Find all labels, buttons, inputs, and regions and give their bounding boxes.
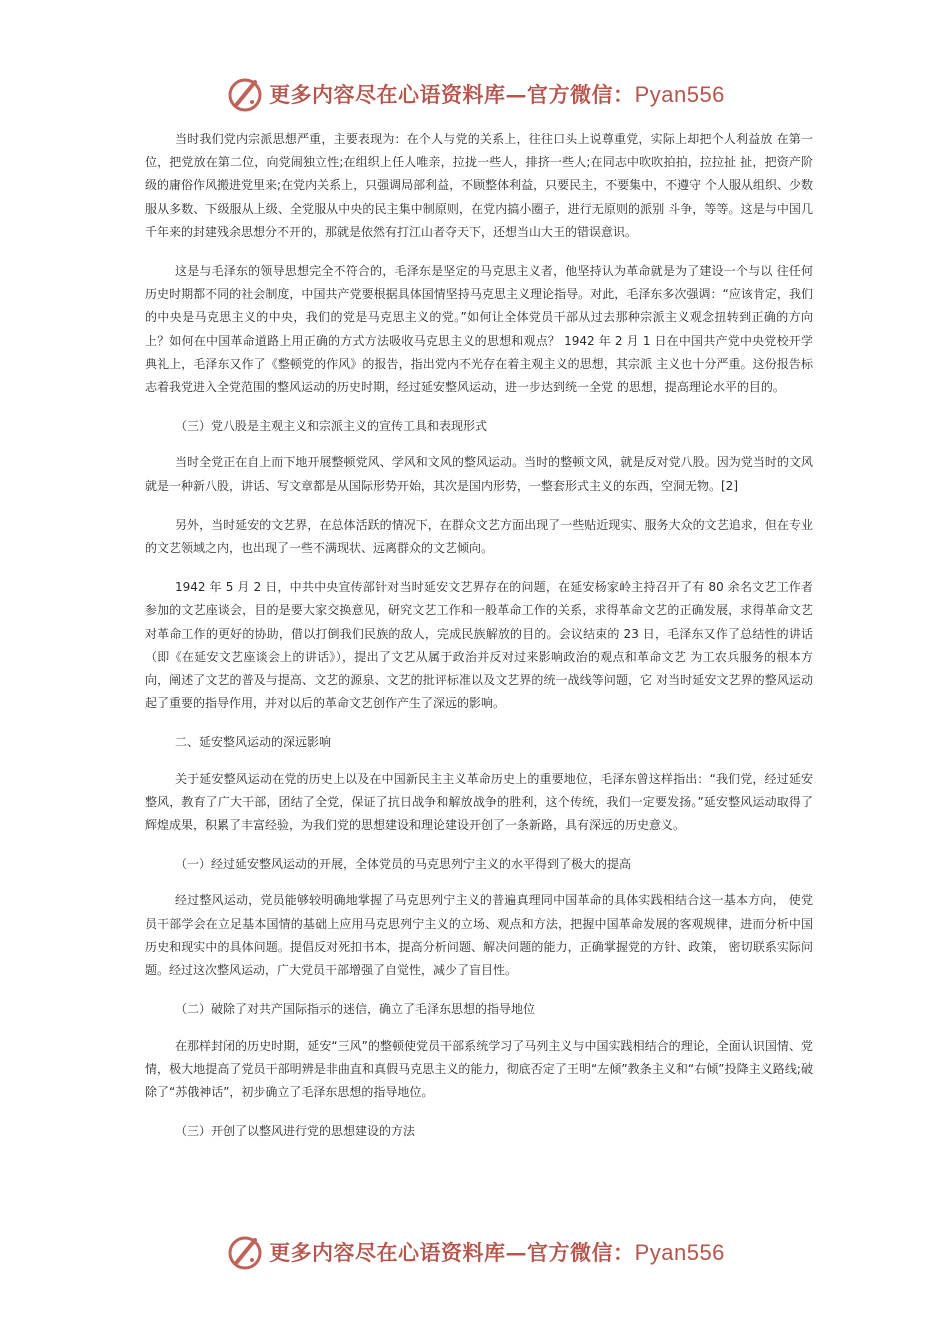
banner-slogan: 更多内容尽在心语资料库—官方微信： xyxy=(269,82,635,107)
header-banner xyxy=(0,74,950,114)
banner-slogan: 更多内容尽在心语资料库—官方微信： xyxy=(269,1240,635,1265)
paragraph: 当时全党正在自上而下地开展整顿党风、学风和文风的整风运动。当时的整顿文风，就是反对党八股。因为党当时的文风就是一种新八股，讲话、写文章都是从国际形势开始，其次是国内形势，一整套形式主义的东西，空洞无物。[2] xyxy=(145,455,813,493)
footer-banner xyxy=(0,1232,950,1272)
banner-wechat-id: Pyan556 xyxy=(634,1240,725,1265)
section-heading: （二）破除了对共产国际指示的迷信，确立了毛泽东思想的指导地位 xyxy=(175,1002,536,1017)
article-body xyxy=(145,128,813,1156)
section-heading: （三）开创了以整风进行党的思想建设的方法 xyxy=(175,1124,416,1139)
brush-logo-icon xyxy=(225,74,265,114)
section-heading: （一）经过延安整风运动的开展，全体党员的马克思列宁主义的水平得到了极大的提高 xyxy=(175,857,632,872)
paragraph: 关于延安整风运动在党的历史上以及在中国新民主主义革命历史上的重要地位，毛泽东曾这样指出：“我们党，经过延安整风，教育了广大干部，团结了全党，保证了抗日战争和解放战争的胜利，这个传统，我们一定要发扬。”延安整风运动取得了辉煌成果，积累了丰富经验，为我们党的思想建设和理论建设开创了一条新路，具有深远的历史意义。 xyxy=(145,771,813,833)
paragraph: 当时我们党内宗派思想严重，主要表现为：在个人与党的关系上，往往口头上说尊重党，实际上却把个人利益放 在第一位，把党放在第二位，向党闹独立性;在组织上任人唯亲，拉拢一些人，排挤一些人;在同志中吹吹拍拍，拉拉扯 扯，把资产阶级的庸俗作风搬进党里来;在党内关系上，只强调局部利益，不顾整体利益，只要民主，不要集中，不遵守 个人服从组织、少数服从多数、下级服从上级、全党服从中央的民主集中制原则，在党内搞小圈子，进行无原则的派别 斗争，等等。这是与中国几千年来的封建残余思想分不开的，那就是依然有打江山者夺天下，还想当山大王的错误意识。 xyxy=(145,132,813,239)
paragraph: 另外，当时延安的文艺界，在总体活跃的情况下，在群众文艺方面出现了一些贴近现实、服务大众的文艺追求，但在专业的文艺领域之内，也出现了一些不满现状、远离群众的文艺倾向。 xyxy=(145,517,813,556)
paragraph: 在那样封闭的历史时期，延安“三风”的整顿使党员干部系统学习了马列主义与中国实践相结合的理论，全面认识国情、党情，极大地提高了党员干部明辨是非曲直和真假马克思主义的能力，彻底否定了王明“左倾”教条主义和“右倾”投降主义路线;破除了“苏俄神话”，初步确立了毛泽东思想的指导地位。 xyxy=(145,1038,813,1099)
paragraph: 1942 年 5 月 2 日，中共中央宣传部针对当时延安文艺界存在的问题，在延安杨家岭主持召开了有 80 余名文艺工作者参加的文艺座谈会，目的是要大家交换意见，研究文艺工作和一般革命工作的关系，求得革命文艺的正确发展，求得革命文艺对革命工作的更好的协助，借以打倒我们民族的敌人，完成民族解放的目的。会议结束的 23 日，毛泽东又作了总结性的讲话（即《在延安文艺座谈会上的讲话》），提出了文艺从属于政治并反对过来影响政治的观点和革命文艺 为工农兵服务的根本方向，阐述了文艺的普及与提高、文艺的源泉、文艺的批评标准以及文艺界的统一战线等问题，它 对当时延安文艺界的整风运动起了重要的指导作用，并对以后的革命文艺创作产生了深远的影响。 xyxy=(145,580,813,711)
paragraph: 经过整风运动，党员能够较明确地掌握了马克思列宁主义的普遍真理同中国革命的具体实践相结合这一基本方向， 使党员干部学会在立足基本国情的基础上应用马克思列宁主义的立场、观点和方法，把握中国革命发展的客观规律，进而分析中国历史和现实中的具体问题。提倡反对死扣书本，提高分析问题、解决问题的能力，正确掌握党的方针、政策， 密切联系实际问题。经过这次整风运动，广大党员干部增强了自觉性，减少了盲目性。 xyxy=(145,893,813,978)
banner-wechat-id: Pyan556 xyxy=(634,82,725,107)
paragraph: 这是与毛泽东的领导思想完全不符合的，毛泽东是坚定的马克思主义者，他坚持认为革命就是为了建设一个与以 往任何历史时期都不同的社会制度，中国共产党要根据具体国情坚持马克思主义理论指导。对此，毛泽东多次强调：“应该肯定，我们的中央是马克思主义的中央，我们的党是马克思主义的党。”如何让全体党员干部从过去那种宗派主义观念扭转到正确的方向上？如何在中国革命道路上用正确的方式方法吸收马克思主义的思想和观点？ 1942 年 2 月 1 日在中国共产党中央党校开学典礼上，毛泽东又作了《整顿党的作风》的报告，指出党内不光存在着主观主义的思想，其宗派 主义也十分严重。这份报告标志着我党进入全党范围的整风运动的历史时期，经过延安整风运动，进一步达到统一全党 的思想，提高理论水平的目的。 xyxy=(145,264,813,395)
section-heading: （三）党八股是主观主义和宗派主义的宣传工具和表现形式 xyxy=(175,419,488,434)
section-heading: 二、延安整风运动的深远影响 xyxy=(175,735,332,750)
banner-text xyxy=(269,79,725,109)
brush-logo-icon xyxy=(225,1232,265,1272)
banner-text xyxy=(269,1237,725,1267)
